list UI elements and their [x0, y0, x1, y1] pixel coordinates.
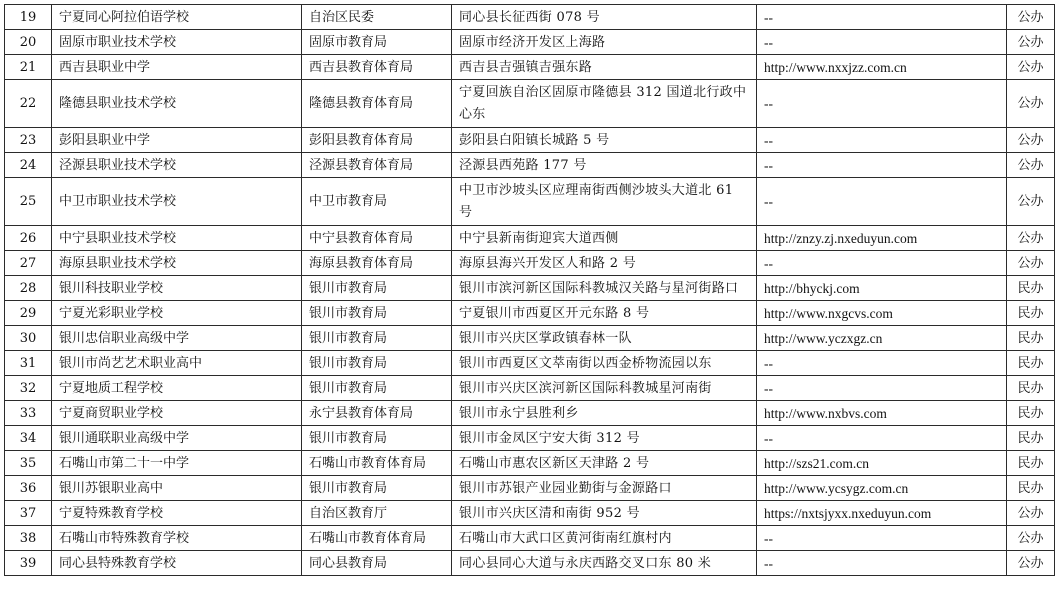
- table-row: [5, 376, 1055, 401]
- address-cell: 中卫市沙坡头区应理南街西侧沙坡头大道北 61 号: [452, 178, 757, 226]
- table-row: [5, 526, 1055, 551]
- table-row: [5, 128, 1055, 153]
- table-row: [5, 476, 1055, 501]
- school-name-cell: 宁夏同心阿拉伯语学校: [52, 5, 302, 30]
- row-number-cell: 29: [5, 301, 52, 326]
- table-row: [5, 551, 1055, 576]
- address-cell: 银川市滨河新区国际科教城汉关路与星河街路口: [452, 276, 757, 301]
- address-cell: 彭阳县白阳镇长城路 5 号: [452, 128, 757, 153]
- table-row: [5, 55, 1055, 80]
- address-cell: 西吉县吉强镇吉强东路: [452, 55, 757, 80]
- row-number-cell: 39: [5, 551, 52, 576]
- address-cell: 银川市兴庆区滨河新区国际科教城星河南街: [452, 376, 757, 401]
- table-row: [5, 226, 1055, 251]
- authority-cell: 西吉县教育体育局: [302, 55, 452, 80]
- table-row: [5, 80, 1055, 128]
- address-cell: 同心县同心大道与永庆西路交叉口东 80 米: [452, 551, 757, 576]
- website-cell: http://www.nxbvs.com: [757, 401, 1007, 426]
- authority-cell: 固原市教育局: [302, 30, 452, 55]
- row-number-cell: 35: [5, 451, 52, 476]
- school-type-cell: 公办: [1007, 251, 1055, 276]
- authority-cell: 银川市教育局: [302, 326, 452, 351]
- school-type-cell: 公办: [1007, 30, 1055, 55]
- authority-cell: 同心县教育局: [302, 551, 452, 576]
- address-cell: 石嘴山市惠农区新区天津路 2 号: [452, 451, 757, 476]
- address-cell: 石嘴山市大武口区黄河街南红旗村内: [452, 526, 757, 551]
- row-number-cell: 25: [5, 178, 52, 226]
- school-type-cell: 公办: [1007, 153, 1055, 178]
- school-name-cell: 银川市尚艺艺术职业高中: [52, 351, 302, 376]
- row-number-cell: 28: [5, 276, 52, 301]
- school-name-cell: 中卫市职业技术学校: [52, 178, 302, 226]
- address-cell: 银川市永宁县胜利乡: [452, 401, 757, 426]
- school-name-cell: 中宁县职业技术学校: [52, 226, 302, 251]
- address-cell: 同心县长征西街 078 号: [452, 5, 757, 30]
- school-name-cell: 宁夏地质工程学校: [52, 376, 302, 401]
- website-cell: http://www.yczxgz.cn: [757, 326, 1007, 351]
- address-cell: 银川市兴庆区掌政镇春林一队: [452, 326, 757, 351]
- school-name-cell: 固原市职业技术学校: [52, 30, 302, 55]
- authority-cell: 中宁县教育体育局: [302, 226, 452, 251]
- website-cell: http://www.nxgcvs.com: [757, 301, 1007, 326]
- address-cell: 宁夏回族自治区固原市隆德县 312 国道北行政中心东: [452, 80, 757, 128]
- website-cell: http://szs21.com.cn: [757, 451, 1007, 476]
- row-number-cell: 20: [5, 30, 52, 55]
- authority-cell: 银川市教育局: [302, 351, 452, 376]
- address-cell: 银川市兴庆区清和南街 952 号: [452, 501, 757, 526]
- authority-cell: 银川市教育局: [302, 276, 452, 301]
- table-row: [5, 251, 1055, 276]
- authority-cell: 银川市教育局: [302, 426, 452, 451]
- school-type-cell: 公办: [1007, 551, 1055, 576]
- website-cell: --: [757, 376, 1007, 401]
- school-type-cell: 民办: [1007, 426, 1055, 451]
- school-type-cell: 公办: [1007, 501, 1055, 526]
- authority-cell: 石嘴山市教育体育局: [302, 451, 452, 476]
- row-number-cell: 37: [5, 501, 52, 526]
- authority-cell: 泾源县教育体育局: [302, 153, 452, 178]
- website-cell: --: [757, 178, 1007, 226]
- school-table: [4, 4, 1055, 576]
- school-type-cell: 民办: [1007, 451, 1055, 476]
- school-type-cell: 公办: [1007, 5, 1055, 30]
- school-name-cell: 银川苏银职业高中: [52, 476, 302, 501]
- school-type-cell: 民办: [1007, 276, 1055, 301]
- row-number-cell: 21: [5, 55, 52, 80]
- address-cell: 宁夏银川市西夏区开元东路 8 号: [452, 301, 757, 326]
- school-type-cell: 公办: [1007, 80, 1055, 128]
- address-cell: 泾源县西苑路 177 号: [452, 153, 757, 178]
- website-cell: --: [757, 153, 1007, 178]
- row-number-cell: 19: [5, 5, 52, 30]
- table-row: [5, 401, 1055, 426]
- school-name-cell: 银川忠信职业高级中学: [52, 326, 302, 351]
- authority-cell: 海原县教育体育局: [302, 251, 452, 276]
- school-name-cell: 宁夏特殊教育学校: [52, 501, 302, 526]
- address-cell: 固原市经济开发区上海路: [452, 30, 757, 55]
- address-cell: 银川市西夏区文萃南街以西金桥物流园以东: [452, 351, 757, 376]
- school-name-cell: 石嘴山市第二十一中学: [52, 451, 302, 476]
- website-cell: --: [757, 30, 1007, 55]
- school-type-cell: 民办: [1007, 376, 1055, 401]
- school-type-cell: 公办: [1007, 226, 1055, 251]
- row-number-cell: 24: [5, 153, 52, 178]
- authority-cell: 银川市教育局: [302, 376, 452, 401]
- row-number-cell: 26: [5, 226, 52, 251]
- table-row: [5, 276, 1055, 301]
- table-row: [5, 451, 1055, 476]
- row-number-cell: 32: [5, 376, 52, 401]
- school-name-cell: 泾源县职业技术学校: [52, 153, 302, 178]
- school-type-cell: 公办: [1007, 128, 1055, 153]
- school-name-cell: 宁夏商贸职业学校: [52, 401, 302, 426]
- table-row: [5, 178, 1055, 226]
- table-row: [5, 153, 1055, 178]
- website-cell: http://www.ycsygz.com.cn: [757, 476, 1007, 501]
- row-number-cell: 38: [5, 526, 52, 551]
- table-row: [5, 501, 1055, 526]
- table-row: [5, 301, 1055, 326]
- school-name-cell: 同心县特殊教育学校: [52, 551, 302, 576]
- table-row: [5, 326, 1055, 351]
- table-row: [5, 5, 1055, 30]
- school-type-cell: 民办: [1007, 401, 1055, 426]
- authority-cell: 永宁县教育体育局: [302, 401, 452, 426]
- authority-cell: 隆德县教育体育局: [302, 80, 452, 128]
- school-type-cell: 民办: [1007, 326, 1055, 351]
- school-type-cell: 民办: [1007, 301, 1055, 326]
- row-number-cell: 22: [5, 80, 52, 128]
- authority-cell: 自治区教育厅: [302, 501, 452, 526]
- school-name-cell: 宁夏光彩职业学校: [52, 301, 302, 326]
- authority-cell: 银川市教育局: [302, 301, 452, 326]
- website-cell: --: [757, 526, 1007, 551]
- school-name-cell: 彭阳县职业中学: [52, 128, 302, 153]
- table-row: [5, 351, 1055, 376]
- school-type-cell: 公办: [1007, 55, 1055, 80]
- address-cell: 海原县海兴开发区人和路 2 号: [452, 251, 757, 276]
- row-number-cell: 23: [5, 128, 52, 153]
- row-number-cell: 31: [5, 351, 52, 376]
- row-number-cell: 33: [5, 401, 52, 426]
- school-name-cell: 银川科技职业学校: [52, 276, 302, 301]
- school-name-cell: 隆德县职业技术学校: [52, 80, 302, 128]
- website-cell: --: [757, 80, 1007, 128]
- authority-cell: 中卫市教育局: [302, 178, 452, 226]
- row-number-cell: 36: [5, 476, 52, 501]
- website-cell: http://www.nxxjzz.com.cn: [757, 55, 1007, 80]
- school-name-cell: 西吉县职业中学: [52, 55, 302, 80]
- authority-cell: 银川市教育局: [302, 476, 452, 501]
- authority-cell: 彭阳县教育体育局: [302, 128, 452, 153]
- website-cell: --: [757, 551, 1007, 576]
- authority-cell: 石嘴山市教育体育局: [302, 526, 452, 551]
- row-number-cell: 34: [5, 426, 52, 451]
- website-cell: --: [757, 128, 1007, 153]
- school-type-cell: 民办: [1007, 476, 1055, 501]
- school-name-cell: 海原县职业技术学校: [52, 251, 302, 276]
- website-cell: --: [757, 251, 1007, 276]
- table-row: [5, 30, 1055, 55]
- address-cell: 银川市金凤区宁安大街 312 号: [452, 426, 757, 451]
- address-cell: 银川市苏银产业园业勤街与金源路口: [452, 476, 757, 501]
- website-cell: https://nxtsjyxx.nxeduyun.com: [757, 501, 1007, 526]
- school-name-cell: 银川通联职业高级中学: [52, 426, 302, 451]
- website-cell: --: [757, 426, 1007, 451]
- address-cell: 中宁县新南街迎宾大道西侧: [452, 226, 757, 251]
- school-name-cell: 石嘴山市特殊教育学校: [52, 526, 302, 551]
- school-type-cell: 民办: [1007, 351, 1055, 376]
- row-number-cell: 30: [5, 326, 52, 351]
- school-type-cell: 公办: [1007, 178, 1055, 226]
- website-cell: http://znzy.zj.nxeduyun.com: [757, 226, 1007, 251]
- row-number-cell: 27: [5, 251, 52, 276]
- school-type-cell: 公办: [1007, 526, 1055, 551]
- website-cell: --: [757, 5, 1007, 30]
- table-body: [5, 5, 1055, 576]
- authority-cell: 自治区民委: [302, 5, 452, 30]
- website-cell: http://bhyckj.com: [757, 276, 1007, 301]
- website-cell: --: [757, 351, 1007, 376]
- table-row: [5, 426, 1055, 451]
